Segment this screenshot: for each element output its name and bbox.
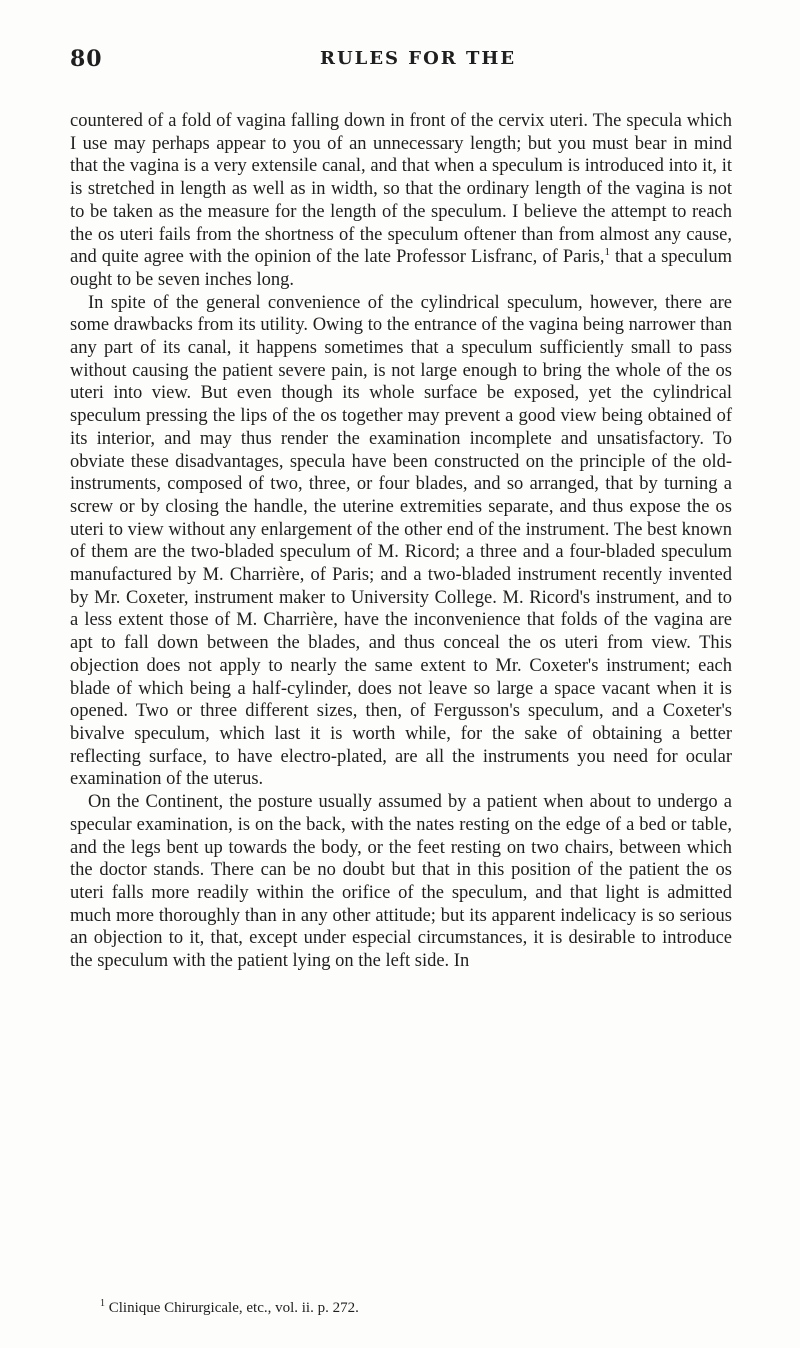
paragraph-text: On the Continent, the posture usually assumed by a patient when about to undergo a specular examination, is on the back, with the nates resting on the edge of a bed or table, and the legs bent up towards the body, or the feet resting on two chairs, between which the doctor stands. There can be no doubt but that in this position of the patient the os uteri falls more readily within the orifice of the speculum, and that light is admitted much more thoroughly than in any other attitude; but its apparent indelicacy is so serious an objection to it, that, except under especial circumstances, it is desirable to introduce the speculum with the patient lying on the left side. In	[70, 792, 732, 972]
body-text	[70, 110, 732, 973]
paragraph	[70, 791, 732, 973]
paragraph	[70, 292, 732, 791]
paragraph-text-continued: that a speculum ought to be seven inches long.	[70, 247, 733, 290]
footnote-text: Clinique Chirurgicale, etc., vol. ii. p. 272.	[105, 1300, 359, 1316]
page-header	[70, 46, 730, 76]
paragraph	[70, 110, 732, 292]
footnote-reference: 1	[604, 246, 610, 259]
page-number: 80	[70, 46, 103, 72]
running-head: RULES FOR THE	[320, 48, 517, 69]
footnote-marker: 1	[100, 1298, 105, 1309]
footnote	[100, 1300, 700, 1317]
paragraph-text: countered of a fold of vagina falling down in front of the cervix uteri. The specula which I use may perhaps appear to you of an unnecessary length; but you must bear in mind that the vagina is a very extensile canal, and that when a speculum is introduced into it, it is stretched in length as well as in width, so that the ordinary length of the vagina is not to be taken as the measure for the length of the speculum. I believe the attempt to reach the os uteri fails from the shortness of the speculum oftener than from almost any cause, and quite agree with the opinion of the late Professor Lisfranc, of Paris,	[70, 111, 732, 268]
paragraph-text: In spite of the general convenience of the cylindrical speculum, however, there are some drawbacks from its utility. Owing to the entrance of the vagina being narrower than any part of its canal, it happens sometimes that a speculum sufficiently small to pass without causing the patient severe pain, is not large enough to bring the whole of the os uteri into view. But even though its whole surface be exposed, yet the cylindrical speculum pressing the lips of the os together may prevent a good view being obtained of its interior, and may thus render the examination incomplete and unsatisfactory. To obviate these disadvantages, specula have been constructed on the principle of the old- instruments, composed of two, three, or four blades, and so arranged, that by turning a screw or by closing the handle, the uterine extremities separate, and thus expose the os uteri to view without any enlargement of the other end of the instrument. The best known of them are the two-bladed speculum of M. Ricord; a three and a four-bladed speculum manufactured by M. Charrière, of Paris; and a two-bladed instrument recently invented by Mr. Coxeter, instrument maker to University College. M. Ricord's instrument, and to a less extent those of M. Charrière, have the inconvenience that folds of the vagina are apt to fall down between the blades, and thus conceal the os uteri from view. This objection does not apply to nearly the same extent to Mr. Coxeter's instrument; each blade of which being a half-cylinder, does not leave so large a space vacant when it is opened. Two or three different sizes, then, of Fergusson's speculum, and a Coxeter's bivalve speculum, which last it is worth while, for the sake of obtaining a better reflecting surface, to have electro-plated, are all the instruments you need for ocular examination of the uterus.	[70, 292, 732, 790]
